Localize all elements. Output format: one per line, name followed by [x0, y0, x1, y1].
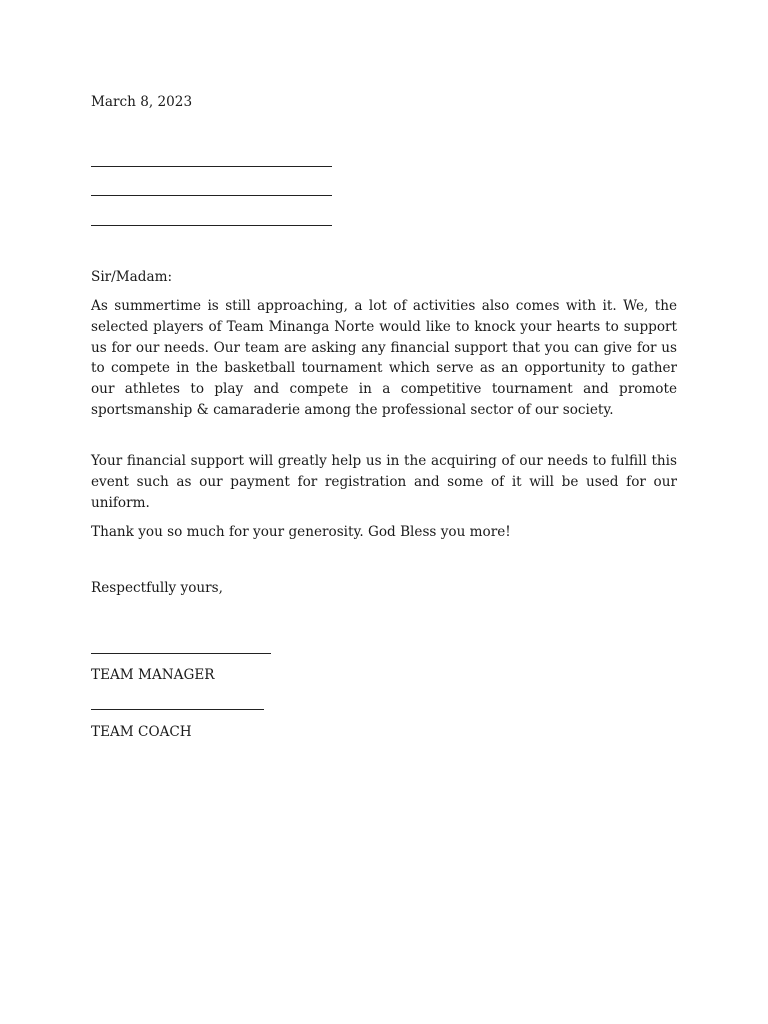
recipient-line-2	[91, 195, 332, 196]
signatory-manager: TEAM MANAGER	[91, 667, 215, 683]
signature-line-coach	[91, 709, 264, 710]
signature-line-manager	[91, 653, 271, 654]
body-paragraph-3: Thank you so much for your generosity. God Bless you more!	[91, 524, 511, 540]
recipient-line-1	[91, 166, 332, 167]
letter-body	[91, 296, 677, 421]
body-paragraph-2: Your financial support will greatly help us in the acquiring of our needs to fulfill this event such as our payment for registration and some of it will be used for our uniform.	[91, 453, 677, 511]
body-paragraph-1: As summertime is still approaching, a lot of activities also comes with it. We, the selected players of Team Minanga Norte would like to knock your hearts to support us for our needs. Our team are asking any financial support that you can give for us to compete in the basketball tournament which serve as an opportunity to gather our athletes to play and compete in a competitive tournament and promote sportsmanship & camaraderie among the professional sector of our society.	[91, 298, 677, 418]
letter-date: March 8, 2023	[91, 94, 193, 110]
signatory-coach: TEAM COACH	[91, 724, 192, 740]
recipient-line-3	[91, 225, 332, 226]
closing: Respectfully yours,	[91, 580, 223, 596]
salutation: Sir/Madam:	[91, 269, 173, 285]
letter-body-3	[91, 522, 677, 543]
letter-body-2	[91, 451, 677, 513]
